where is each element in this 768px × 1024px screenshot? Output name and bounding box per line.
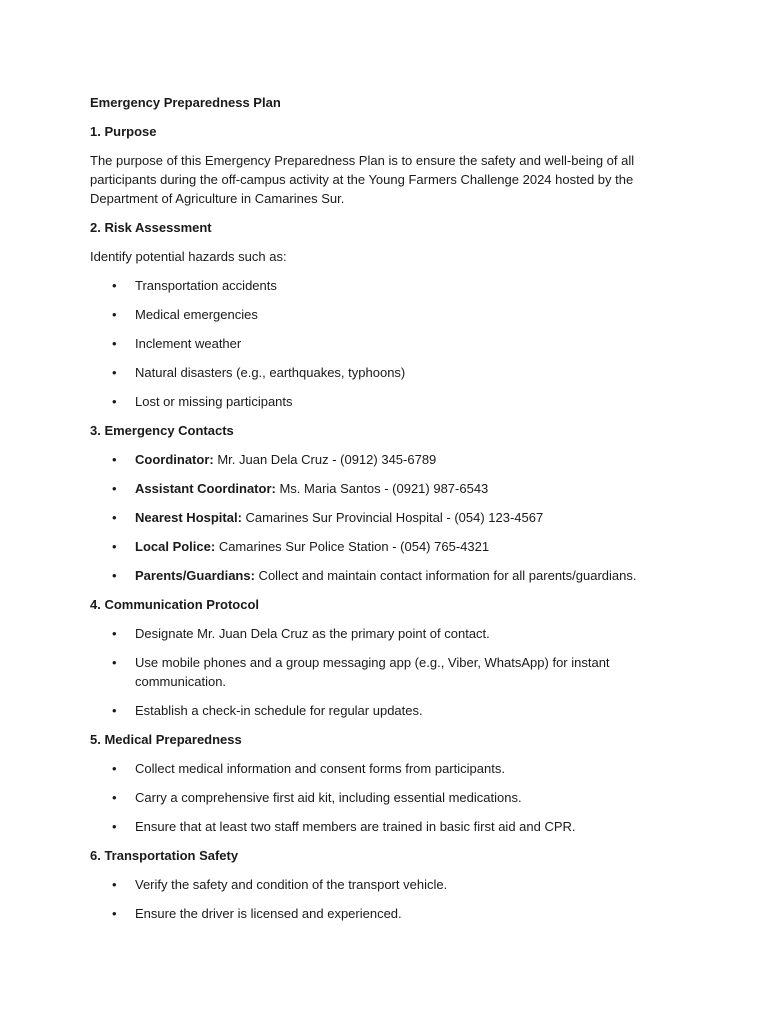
list-item-text: Verify the safety and condition of the transport vehicle. — [135, 877, 448, 892]
bullet-icon: • — [112, 568, 117, 583]
transport-list — [90, 875, 650, 923]
bullet-icon: • — [112, 655, 117, 670]
document-page — [90, 93, 650, 933]
list-item-text: Inclement weather — [135, 336, 242, 351]
contact-label: Nearest Hospital: — [135, 510, 242, 525]
list-item — [90, 875, 650, 894]
bullet-icon: • — [112, 703, 117, 718]
bullet-icon: • — [112, 510, 117, 525]
list-item — [90, 817, 650, 836]
risk-intro: Identify potential hazards such as: — [90, 249, 287, 264]
bullet-icon: • — [112, 278, 117, 293]
contact-value: Camarines Sur Police Station - (054) 765-4321 — [215, 539, 490, 554]
list-item-text: Lost or missing participants — [135, 394, 293, 409]
list-item — [90, 788, 650, 807]
section-heading-communication-protocol: 4. Communication Protocol — [90, 597, 260, 612]
list-item-text: Natural disasters (e.g., earthquakes, typhoons) — [135, 365, 406, 380]
list-item — [90, 334, 650, 353]
list-item — [90, 363, 650, 382]
bullet-icon: • — [112, 539, 117, 554]
list-item — [90, 759, 650, 778]
list-item — [90, 276, 650, 295]
medical-list — [90, 759, 650, 836]
list-item-text: Use mobile phones and a group messaging app (e.g., Viber, WhatsApp) for instant communication. — [135, 655, 610, 689]
list-item-text: Collect medical information and consent forms from participants. — [135, 761, 505, 776]
bullet-icon: • — [112, 906, 117, 921]
section-heading-purpose: 1. Purpose — [90, 124, 157, 139]
list-item-text: Ensure that at least two staff members are trained in basic first aid and CPR. — [135, 819, 576, 834]
contact-label: Coordinator: — [135, 452, 214, 467]
bullet-icon: • — [112, 394, 117, 409]
contact-label: Local Police: — [135, 539, 216, 554]
bullet-icon: • — [112, 336, 117, 351]
list-item-text: Transportation accidents — [135, 278, 277, 293]
purpose-paragraph: The purpose of this Emergency Preparedness Plan is to ensure the safety and well-being of all participants during the off-campus activity at the Young Farmers Challenge 2024 hosted by the Department of Agriculture in Camarines Sur. — [90, 153, 635, 206]
contact-value: Camarines Sur Provincial Hospital - (054) 123-4567 — [241, 510, 544, 525]
bullet-icon: • — [112, 761, 117, 776]
document-title: Emergency Preparedness Plan — [90, 95, 281, 110]
contact-value: Collect and maintain contact information for all parents/guardians. — [254, 568, 637, 583]
list-item-text: Establish a check-in schedule for regular updates. — [135, 703, 423, 718]
contact-label: Parents/Guardians: — [135, 568, 255, 583]
list-item — [90, 508, 650, 527]
bullet-icon: • — [112, 819, 117, 834]
bullet-icon: • — [112, 481, 117, 496]
section-heading-medical-preparedness: 5. Medical Preparedness — [90, 732, 242, 747]
contacts-list — [90, 450, 650, 585]
list-item-text: Medical emergencies — [135, 307, 258, 322]
section-heading-transportation-safety: 6. Transportation Safety — [90, 848, 239, 863]
list-item-text: Carry a comprehensive first aid kit, including essential medications. — [135, 790, 522, 805]
risk-list — [90, 276, 650, 411]
list-item — [90, 537, 650, 556]
bullet-icon: • — [112, 307, 117, 322]
list-item — [90, 566, 650, 585]
bullet-icon: • — [112, 365, 117, 380]
list-item — [90, 701, 650, 720]
list-item — [90, 305, 650, 324]
bullet-icon: • — [112, 452, 117, 467]
contact-label: Assistant Coordinator: — [135, 481, 276, 496]
bullet-icon: • — [112, 877, 117, 892]
list-item — [90, 450, 650, 469]
list-item — [90, 653, 650, 691]
communication-list — [90, 624, 650, 720]
list-item-text: Ensure the driver is licensed and experienced. — [135, 906, 402, 921]
bullet-icon: • — [112, 626, 117, 641]
list-item — [90, 392, 650, 411]
list-item — [90, 904, 650, 923]
section-heading-emergency-contacts: 3. Emergency Contacts — [90, 423, 234, 438]
bullet-icon: • — [112, 790, 117, 805]
contact-value: Mr. Juan Dela Cruz - (0912) 345-6789 — [213, 452, 437, 467]
section-heading-risk-assessment: 2. Risk Assessment — [90, 220, 212, 235]
list-item — [90, 479, 650, 498]
list-item-text: Designate Mr. Juan Dela Cruz as the primary point of contact. — [135, 626, 490, 641]
contact-value: Ms. Maria Santos - (0921) 987-6543 — [275, 481, 489, 496]
list-item — [90, 624, 650, 643]
